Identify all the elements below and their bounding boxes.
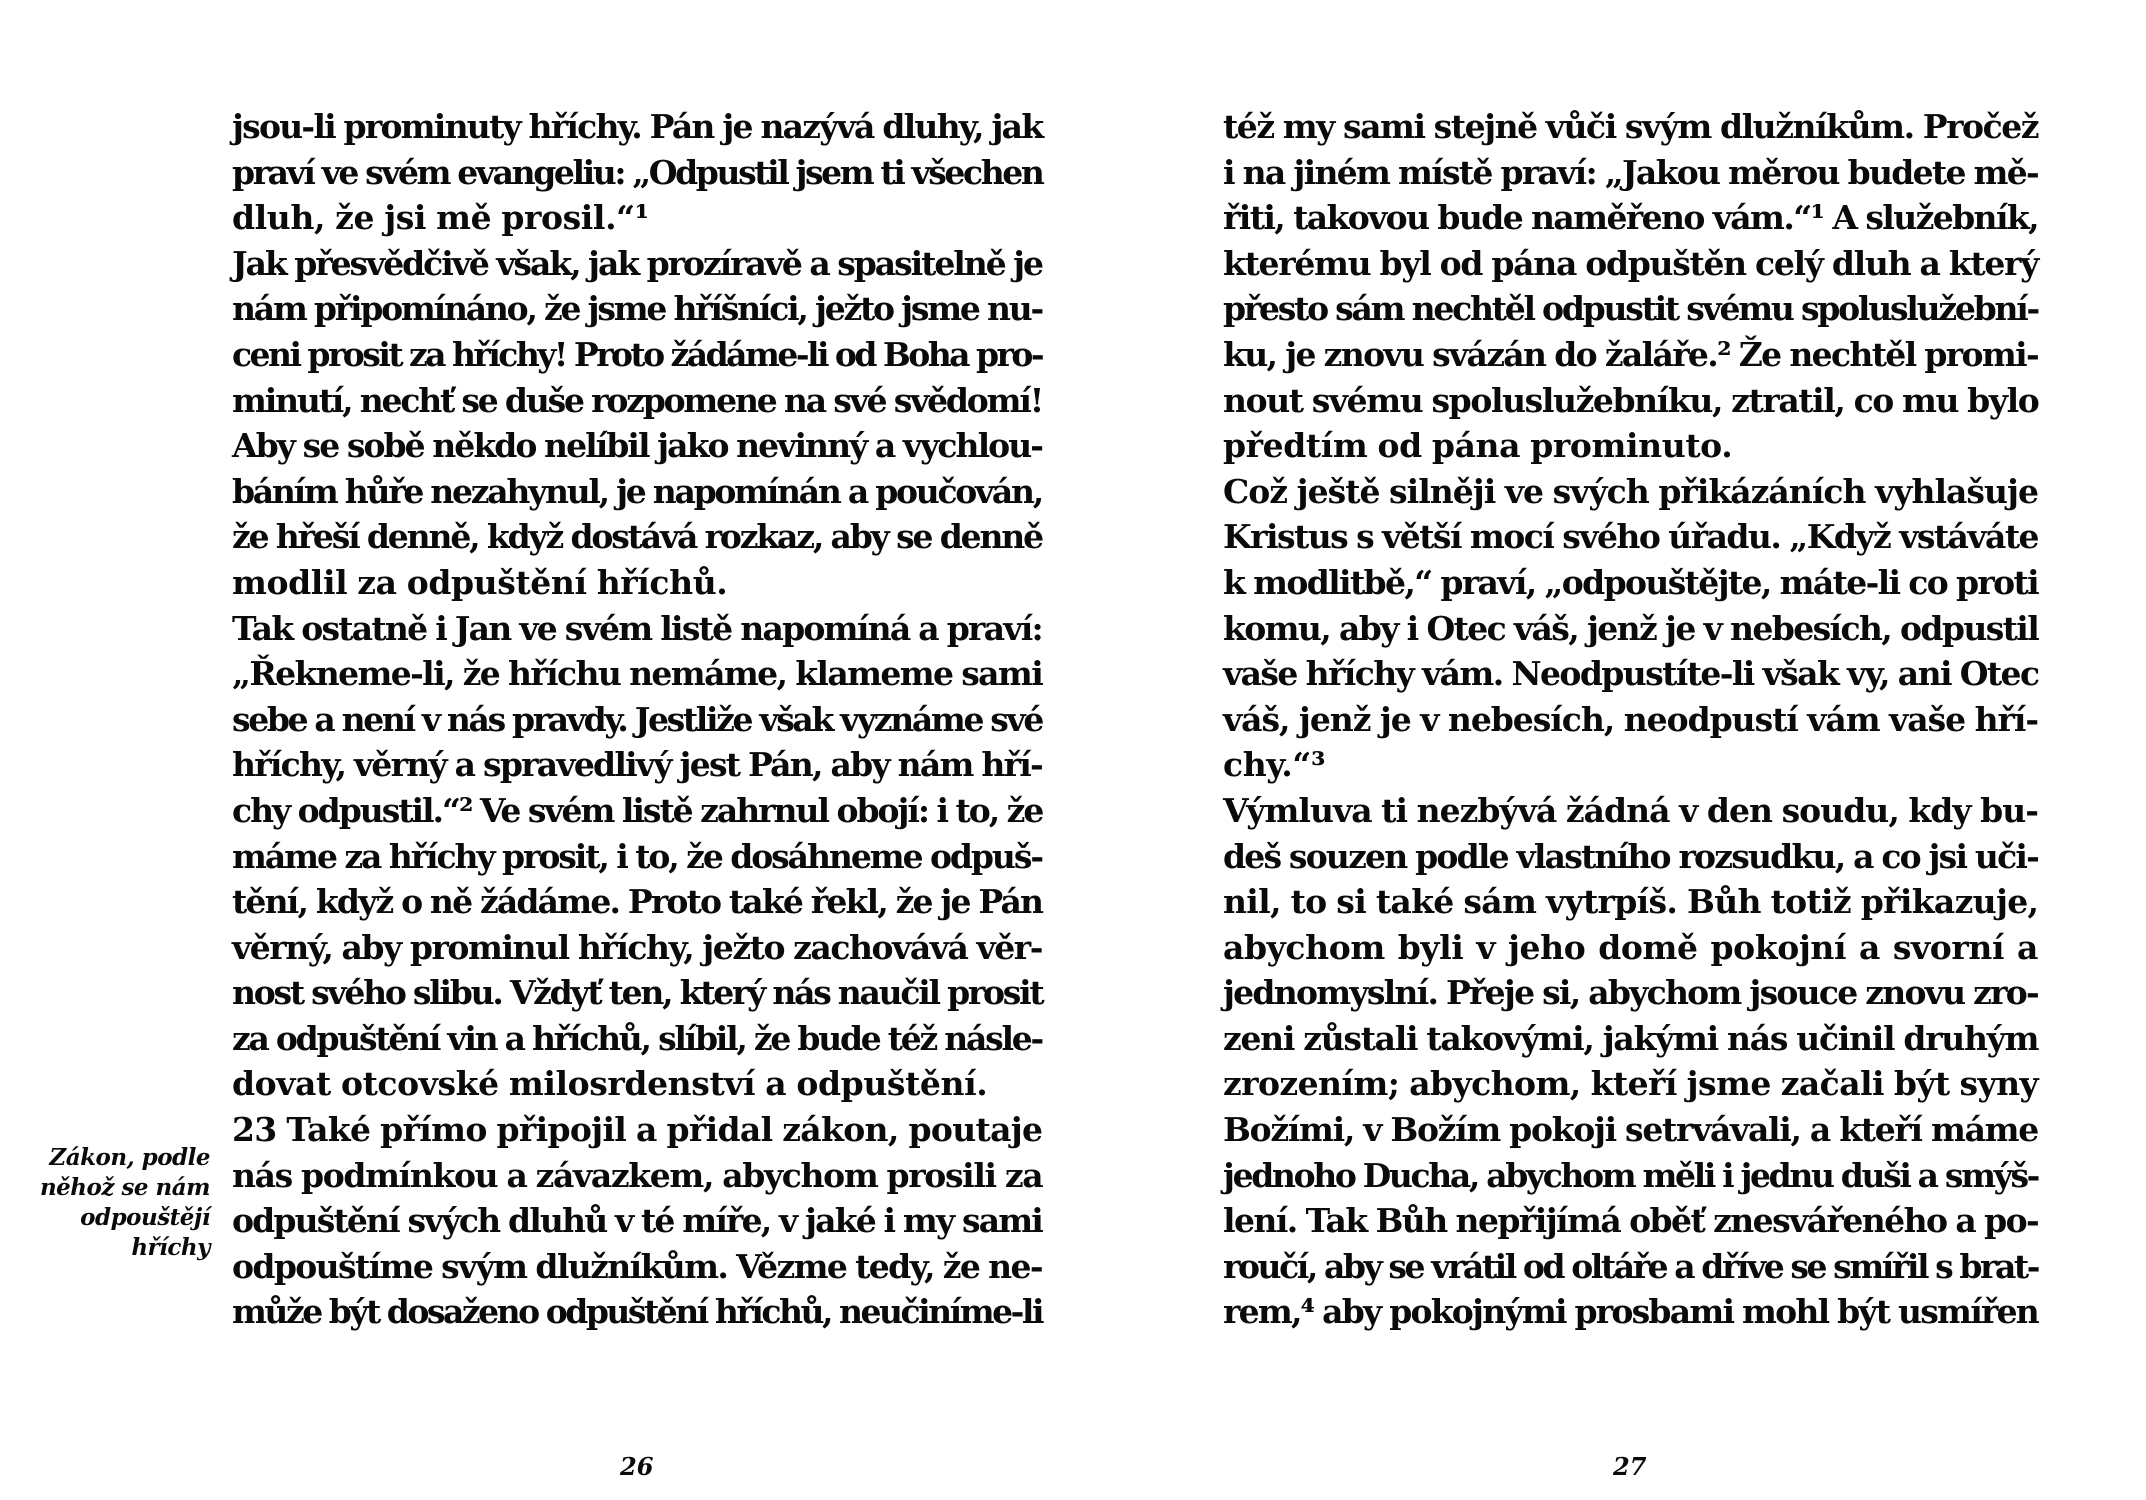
text-line: Kristus s větší mocí svého úřadu. „Když vstáváte xyxy=(1223,517,2038,557)
text-line: kterému byl od pána odpuštěn celý dluh a který xyxy=(1223,243,2039,283)
text-line: odpuštění svých dluhů v té míře, v jaké i my sami xyxy=(232,1201,1042,1241)
text-line: nost svého slibu. Vždyť ten, který nás naučil prosit xyxy=(232,973,1043,1013)
text-line: nout svému spoluslužebníku, ztratil, co mu bylo xyxy=(1223,380,2039,420)
text-line: může být dosaženo odpuštění hříchů, neučiníme-li xyxy=(232,1292,1042,1332)
text-line: chy odpustil.“² Ve svém listě zahrnul obojí: i to, že xyxy=(232,790,1043,830)
text-line: praví ve svém evangeliu: „Odpustil jsem ti všechen xyxy=(232,152,1043,192)
text-line: 23 Také přímo připojil a přidal zákon, poutaje xyxy=(232,1110,1043,1150)
right-page xyxy=(1073,0,2146,1500)
text-line: Božími, v Božím pokoji setrvávali, a kteří máme xyxy=(1223,1110,2038,1150)
text-line: přesto sám nechtěl odpustit svému spoluslužební- xyxy=(1223,289,2039,329)
text-line: minutí, nechť se duše rozpomene na své svědomí! xyxy=(232,380,1042,420)
text-line: Aby se sobě někdo nelíbil jako nevinný a vychlou- xyxy=(232,426,1042,466)
text-line: dovat otcovské milosrdenství a odpuštění. xyxy=(232,1064,988,1104)
text-line: nil, to si také sám vytrpíš. Bůh totiž přikazuje, xyxy=(1223,882,2039,922)
text-line: za odpuštění vin a hříchů, slíbil, že bude též násle- xyxy=(232,1018,1042,1058)
text-line: ku, je znovu svázán do žaláře.² Že nechtěl promi- xyxy=(1223,334,2038,374)
text-line: dluh, že jsi mě prosil.“¹ xyxy=(232,198,649,238)
text-line: jsou-li prominuty hříchy. Pán je nazývá dluhy, jak xyxy=(232,107,1043,146)
margin-note-line: Zákon, podle xyxy=(49,1144,210,1171)
text-line: vaše hříchy vám. Neodpustíte-li však vy, ani Otec xyxy=(1223,654,2039,694)
text-line: abychom byli v jeho domě pokojní a svorní a xyxy=(1223,927,2038,967)
text-line: ceni prosit za hříchy! Proto žádáme-li od Boha pro- xyxy=(232,334,1042,374)
margin-note-line: hříchy xyxy=(131,1234,210,1261)
right-page-text xyxy=(1223,104,2038,1335)
text-line: i na jiném místě praví: „Jakou měrou budete mě- xyxy=(1223,152,2038,192)
margin-note xyxy=(38,1143,210,1263)
text-line: tění, když o ně žádáme. Proto také řekl, že je Pán xyxy=(232,882,1043,922)
text-line: deš souzen podle vlastního rozsudku, a co jsi uči- xyxy=(1223,836,2038,876)
margin-note-line: odpouštějí xyxy=(80,1204,210,1231)
text-line: Což ještě silněji ve svých přikázáních vyhlašuje xyxy=(1223,471,2038,511)
text-line: lení. Tak Bůh nepřijímá oběť znesvářeného a po- xyxy=(1223,1201,2039,1241)
text-line: sebe a není v nás pravdy. Jestliže však vyznáme své xyxy=(232,699,1043,739)
text-line: modlil za odpuštění hříchů. xyxy=(232,562,728,602)
text-line: Tak ostatně i Jan ve svém listě napomíná a praví: xyxy=(232,608,1042,648)
page-number-left: 26 xyxy=(620,1452,654,1481)
text-line: Jak přesvědčivě však, jak prozíravě a spasitelně je xyxy=(232,243,1042,283)
text-line: nám připomínáno, že jsme hříšníci, ježto jsme nu- xyxy=(232,289,1042,329)
text-line: předtím od pána prominuto. xyxy=(1223,426,1733,466)
text-line: báním hůře nezahynul, je napomínán a poučován, xyxy=(232,471,1042,511)
text-line: Výmluva ti nezbývá žádná v den soudu, kdy bu- xyxy=(1223,790,2038,830)
text-line: jednoho Ducha, abychom měli i jednu duši a smýš- xyxy=(1223,1155,2038,1195)
text-line: řiti, takovou bude naměřeno vám.“¹ A služebník, xyxy=(1223,198,2038,238)
text-line: váš, jenž je v nebesích, neodpustí vám vaše hří- xyxy=(1223,699,2038,739)
text-line: odpouštíme svým dlužníkům. Vězme tedy, že ne- xyxy=(232,1246,1042,1286)
text-line: k modlitbě,“ praví, „odpouštějte, máte-li co proti xyxy=(1223,562,2038,602)
text-line: též my sami stejně vůči svým dlužníkům. Pročež xyxy=(1223,107,2039,146)
page-number-right: 27 xyxy=(1613,1452,1647,1481)
left-page-text xyxy=(232,104,1042,1335)
text-line: zrozením; abychom, kteří jsme začali být syny xyxy=(1223,1064,2039,1104)
text-line: že hřeší denně, když dostává rozkaz, aby se denně xyxy=(232,517,1042,557)
text-line: máme za hříchy prosit, i to, že dosáhneme odpuš- xyxy=(232,836,1042,876)
margin-note-line: něhož se nám xyxy=(39,1174,210,1201)
text-line: jednomyslní. Přeje si, abychom jsouce znovu zro- xyxy=(1223,973,2038,1013)
text-line: roučí, aby se vrátil od oltáře a dříve se smířil s brat- xyxy=(1223,1246,2038,1286)
text-line: komu, aby i Otec váš, jenž je v nebesích, odpustil xyxy=(1223,608,2039,648)
text-line: věrný, aby prominul hříchy, ježto zachovává věr- xyxy=(232,927,1042,967)
text-line: zeni zůstali takovými, jakými nás učinil druhým xyxy=(1223,1018,2039,1058)
text-line: chy.“³ xyxy=(1223,745,1325,785)
text-line: „Řekneme-li, že hříchu nemáme, klameme sami xyxy=(232,654,1043,694)
text-line: rem,⁴ aby pokojnými prosbami mohl být usmířen xyxy=(1223,1292,2038,1332)
text-line: nás podmínkou a závazkem, abychom prosili za xyxy=(232,1155,1043,1195)
text-line: hříchy, věrný a spravedlivý jest Pán, aby nám hří- xyxy=(232,745,1042,785)
